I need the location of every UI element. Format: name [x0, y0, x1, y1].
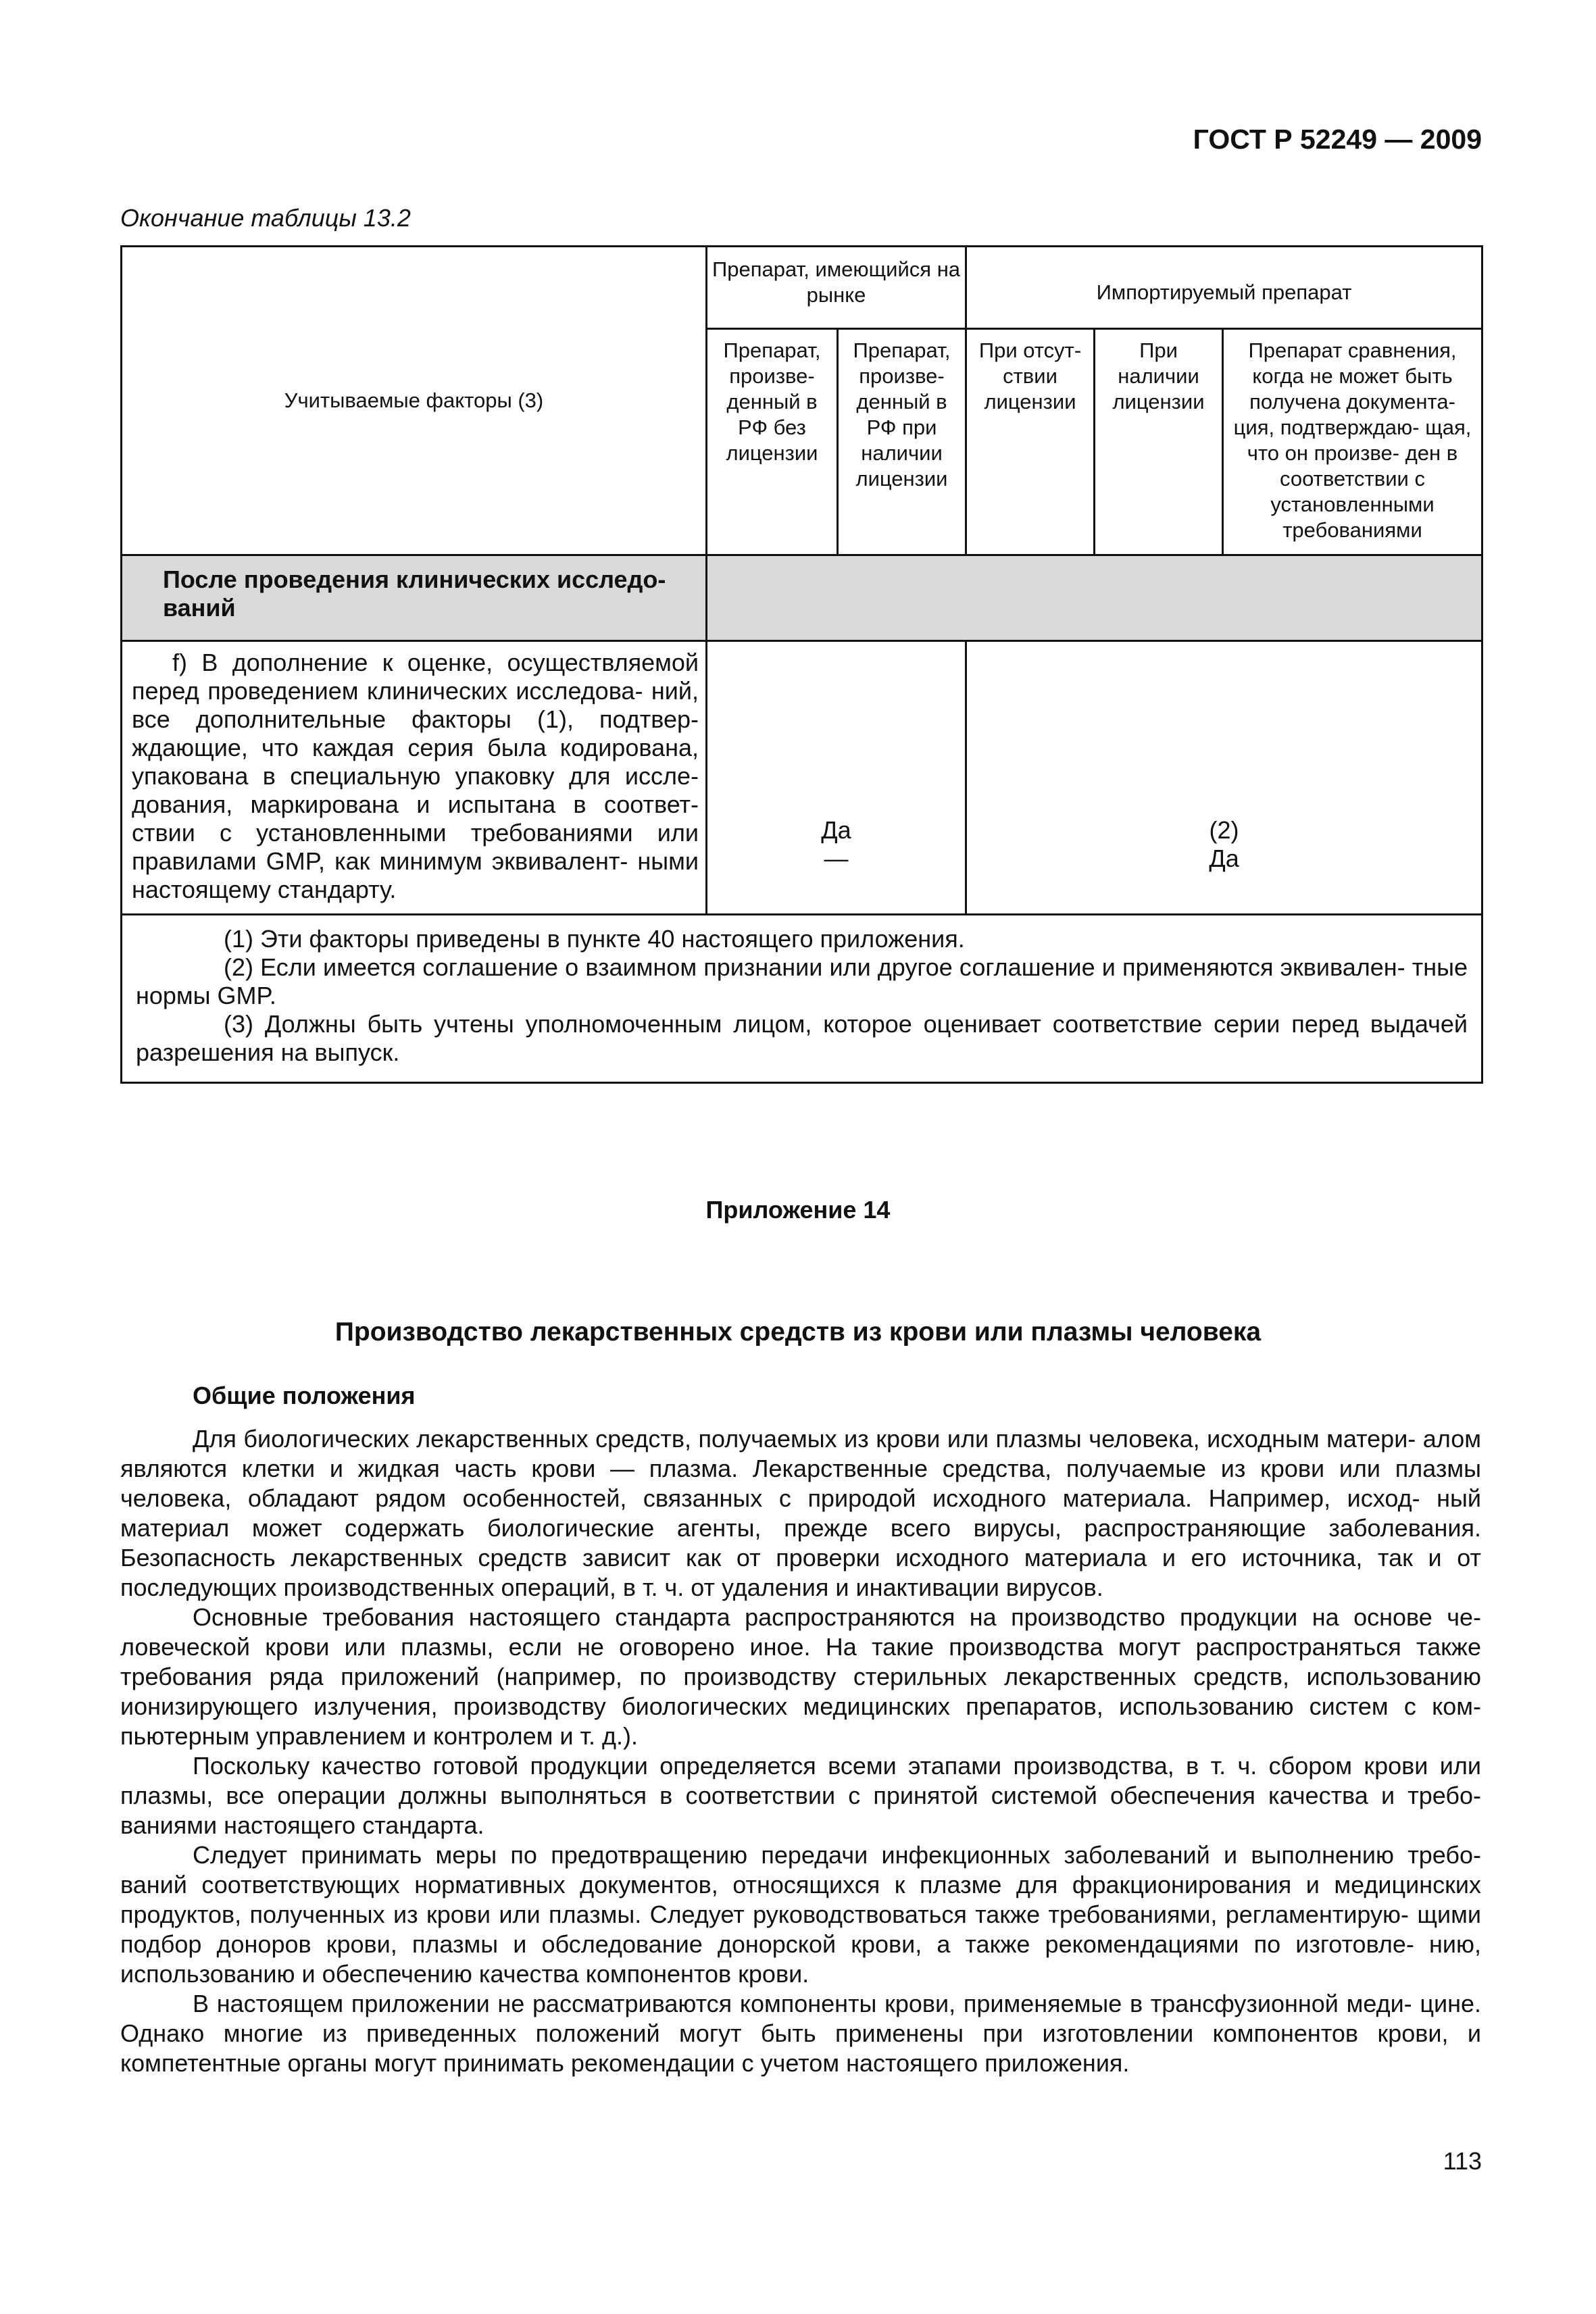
import-answer-yes: Да [1209, 845, 1239, 872]
table-caption: Окончание таблицы 13.2 [120, 204, 411, 232]
factors-table [120, 245, 1483, 1084]
paragraph: Поскольку качество готовой продукции определяется всеми этапами производства, в т. ч. сбором крови или плазмы, все операции должны выполняться в соответствии с принятой системой обеспечения качества и требо- ваниями настоящего стандарта. [120, 1752, 1481, 1839]
body-text [120, 1424, 1481, 2078]
col-rf-no-license: Препарат, произве- денный в РФ без лицензии [707, 329, 838, 555]
factors-header: Учитываемые факторы (3) [122, 247, 707, 555]
group-import-header: Импортируемый препарат [966, 247, 1482, 329]
note-2: (2) Если имеется соглашение о взаимном признании или другое соглашение и применяются эквивален- тные нормы GMP. [136, 953, 1468, 1009]
paragraph: Для биологических лекарственных средств, получаемых из крови или плазмы человека, исходным матери- алом являются клетки и жидкая часть крови — плазма. Лекарственные средства, получаемые из крови или плазмы человека, обладают рядом особенностей, связанных с природой исходного материала. Например, исход- ный материал может содержать биологические агенты, прежде всего вирусы, распространяющие заболевания. Безопасность лекарственных средств зависит как от проверки исходного материала и его источника, так и от последующих производственных операций, в т. ч. от удаления и инактивации вирусов. [120, 1425, 1481, 1601]
paragraph: Основные требования настоящего стандарта распространяются на производство продукции на основе че- ловеческой крови или плазмы, если не оговорено иное. На такие производства могут распространяться также требования ряда приложений (например, по производству стерильных лекарственных средств, использованию ионизирующего излучения, производству биологических медицинских препаратов, использованию систем с ком- пьютерным управлением и контролем и т. д.). [120, 1603, 1481, 1750]
page-number: 113 [1443, 2147, 1482, 2175]
section-title: После проведения клинических исследо- ваний [122, 555, 707, 641]
document-code: ГОСТ Р 52249 — 2009 [1193, 124, 1482, 155]
appendix-title: Производство лекарственных средств из крови или плазмы человека [334, 1317, 1262, 1347]
row-f-text [122, 641, 707, 915]
import-answer-note: (2) [1209, 816, 1239, 844]
import-answers [966, 641, 1482, 915]
table-notes [122, 915, 1482, 1083]
col-rf-with-license: Препарат, произве- денный в РФ при наличии лицензии [838, 329, 966, 555]
col-reference-product: Препарат сравнения, когда не может быть получена документа- ция, подтверждаю- щая, что он произве- ден в соответствии с установленными требованиями [1223, 329, 1482, 555]
market-answer-yes: Да [821, 816, 851, 844]
col-with-license: При наличии лицензии [1095, 329, 1223, 555]
col-no-license: При отсут- ствии лицензии [966, 329, 1095, 555]
group-market-header: Препарат, имеющийся на рынке [707, 247, 966, 329]
row-f-content: f) В дополнение к оценке, осуществляемой перед проведением клинических исследова- ний, все дополнительные факторы (1), подтвер- ждающие, что каждая серия была кодирована, упакована в специальную упаковку для иссле- дования, маркирована и испытана в соответ- ствии с установленными требованиями или правилами GMP, как минимум эквивалент- ными настоящему стандарту. [132, 649, 699, 903]
appendix-label: Приложение 14 [705, 1196, 891, 1224]
note-1: (1) Эти факторы приведены в пункте 40 настоящего приложения. [224, 925, 965, 953]
market-answers [707, 641, 966, 915]
section-subheading: Общие положения [193, 1382, 416, 1409]
section-fill [707, 555, 1482, 641]
note-3: (3) Должны быть учтены уполномоченным лицом, которое оценивает соответствие серии перед выдачей разрешения на выпуск. [136, 1010, 1468, 1066]
paragraph: Следует принимать меры по предотвращению передачи инфекционных заболеваний и выполнению требо- ваний соответствующих нормативных документов, относящихся к плазме для фракционирования и медицинских продуктов, полученных из крови или плазмы. Следует руководствоваться также требованиями, регламентирую- щими подбор доноров крови, плазмы и обследование донорской крови, а также рекомендациями по изготовле- нию, использованию и обеспечению качества компонентов крови. [120, 1841, 1481, 1988]
market-answer-dash: — [824, 845, 849, 872]
paragraph: В настоящем приложении не рассматриваются компоненты крови, применяемые в трансфузионной меди- цине. Однако многие из приведенных положений могут быть применены при изготовлении компонентов крови, и компетентные органы могут принимать рекомендации с учетом настоящего приложения. [120, 1990, 1481, 2077]
